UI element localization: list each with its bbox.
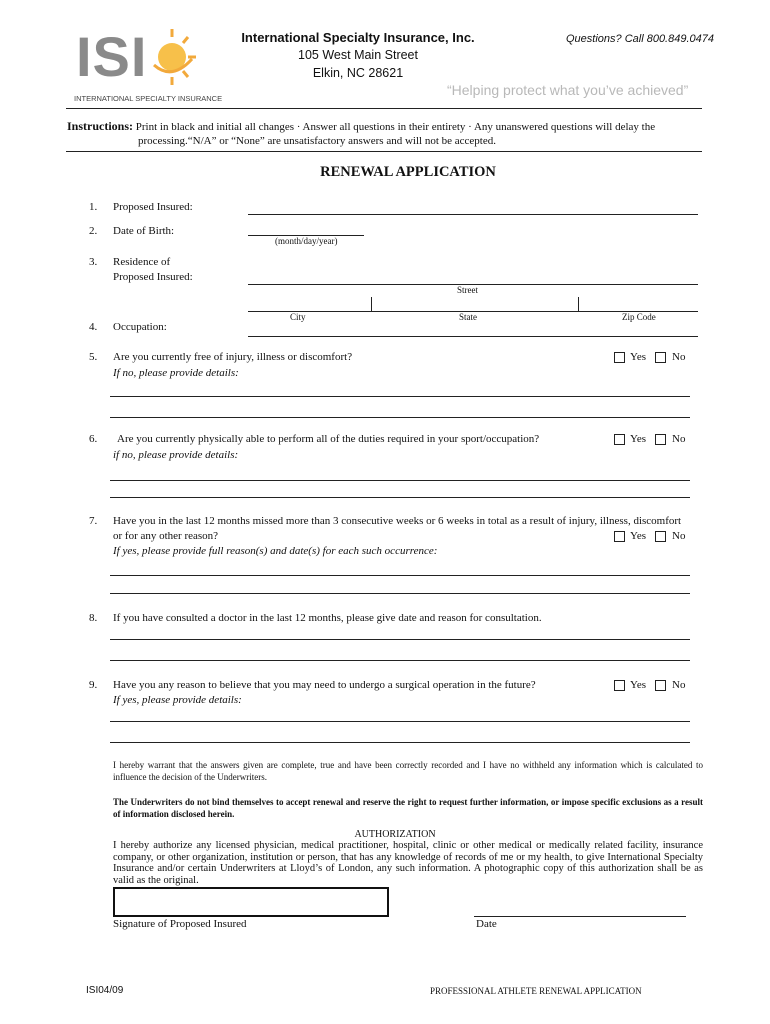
- q5-yes-label: Yes: [630, 351, 647, 363]
- q6-yes-checkbox[interactable]: [614, 434, 625, 445]
- underwriters-statement: The Underwriters do not bind themselves to accept renewal and reserve the right to request further information, or impose specific exclusions as a result of information disclosed herein.: [113, 797, 703, 819]
- q7-yes-label: Yes: [630, 530, 647, 542]
- signature-box[interactable]: [113, 887, 389, 917]
- q5-no-label: No: [672, 351, 686, 363]
- q7-label-1: Have you in the last 12 months missed more than 3 consecutive weeks or 6 weeks in total as a result of injury, illness, discomfort: [113, 515, 682, 527]
- q7-no-checkbox[interactable]: [655, 531, 666, 542]
- q7-no-label: No: [672, 530, 686, 542]
- header-divider: [66, 108, 702, 109]
- warranty-statement: I hereby warrant that the answers given are complete, true and have been correctly recorded and I have no withheld any information which is calculated to influence the decision of the Underwriters.: [113, 760, 703, 782]
- q6-no-checkbox[interactable]: [655, 434, 666, 445]
- q7-number: 7.: [89, 515, 98, 527]
- q4-number: 4.: [89, 321, 98, 333]
- city-state-divider: [371, 297, 372, 311]
- q5-yes-checkbox[interactable]: [614, 352, 625, 363]
- q9-yes-checkbox[interactable]: [614, 680, 625, 691]
- logo-text: ISI: [76, 25, 148, 88]
- q8-detail-line-2[interactable]: [110, 660, 690, 661]
- form-name: PROFESSIONAL ATHLETE RENEWAL APPLICATION: [430, 986, 642, 996]
- q8-number: 8.: [89, 612, 98, 624]
- street-label: Street: [457, 285, 478, 295]
- q9-label: Have you any reason to believe that you may need to undergo a surgical operation in the future?: [113, 679, 536, 691]
- q5-no-checkbox[interactable]: [655, 352, 666, 363]
- date-field[interactable]: [474, 916, 686, 917]
- q1-number: 1.: [89, 201, 98, 213]
- q9-detail-line-1[interactable]: [110, 721, 690, 722]
- form-title: RENEWAL APPLICATION: [320, 164, 496, 180]
- occupation-field[interactable]: [248, 336, 698, 337]
- company-address-street: 105 West Main Street: [298, 48, 418, 62]
- dob-hint: (month/day/year): [275, 236, 338, 246]
- q5-number: 5.: [89, 351, 98, 363]
- q7-yes-checkbox[interactable]: [614, 531, 625, 542]
- q9-no-checkbox[interactable]: [655, 680, 666, 691]
- q3-label-2: Proposed Insured:: [113, 271, 193, 283]
- instructions-divider: [66, 151, 702, 152]
- q6-detail-line-1[interactable]: [110, 480, 690, 481]
- q6-number: 6.: [89, 433, 98, 445]
- q7-detail-line-1[interactable]: [110, 575, 690, 576]
- q3-number: 3.: [89, 256, 98, 268]
- q5-label: Are you currently free of injury, illness or discomfort?: [113, 351, 353, 363]
- q2-number: 2.: [89, 225, 98, 237]
- q9-no-label: No: [672, 679, 686, 691]
- q8-detail-line-1[interactable]: [110, 639, 690, 640]
- q3-label-1: Residence of: [113, 256, 171, 268]
- q7-label-2: or for any other reason?: [113, 530, 219, 542]
- company-address-city: Elkin, NC 28621: [312, 66, 404, 80]
- phone-number: Questions? Call 800.849.0474: [566, 33, 714, 45]
- state-label: State: [459, 312, 477, 322]
- q6-label: Are you currently physically able to perform all of the duties required in your sport/occupation?: [117, 433, 540, 445]
- q5-detail-line-2[interactable]: [110, 417, 690, 418]
- form-code: ISI04/09: [86, 985, 124, 996]
- q5-detail-line-1[interactable]: [110, 396, 690, 397]
- q4-label: Occupation:: [113, 321, 167, 333]
- instructions-line1: Print in black and initial all changes · Answer all questions in their entirety · Any unanswered questions will delay the: [135, 121, 656, 133]
- q7-detail-prompt: If yes, please provide full reason(s) and date(s) for each such occurrence:: [113, 545, 438, 557]
- state-zip-divider: [578, 297, 579, 311]
- tagline: “Helping protect what you’ve achieved”: [447, 82, 689, 98]
- q9-detail-prompt: If yes, please provide details:: [113, 694, 242, 706]
- q9-yes-label: Yes: [630, 679, 647, 691]
- instructions-line2: processing.“N/A” or “None” are unsatisfactory answers and will not be accepted.: [138, 135, 496, 147]
- logo: [72, 25, 223, 103]
- instructions: [67, 119, 707, 148]
- company-name: International Specialty Insurance, Inc.: [241, 30, 475, 45]
- q1-label: Proposed Insured:: [113, 201, 193, 213]
- proposed-insured-field[interactable]: [248, 214, 698, 215]
- q5-detail-prompt: If no, please provide details:: [113, 367, 239, 379]
- q2-label: Date of Birth:: [113, 225, 175, 237]
- q6-detail-prompt: if no, please provide details:: [113, 449, 239, 461]
- zip-label: Zip Code: [622, 312, 656, 322]
- q7-detail-line-2[interactable]: [110, 593, 690, 594]
- q6-yes-label: Yes: [630, 433, 647, 445]
- q9-number: 9.: [89, 679, 98, 691]
- city-label: City: [290, 312, 306, 322]
- q6-detail-line-2[interactable]: [110, 497, 690, 498]
- authorization-text: I hereby authorize any licensed physician, medical practitioner, hospital, clinic or other medical or medically related facility, insurance company, or other organization, institution or person, that has any knowledge of records of me or my health, to give International Specialty Insurance and/or certain Underwriters at Lloyd’s of London, any such information. A photographic copy of this authorization shall be as valid as the original.: [113, 840, 703, 886]
- authorization-heading: AUTHORIZATION: [354, 829, 436, 840]
- q6-no-label: No: [672, 433, 686, 445]
- date-label: Date: [476, 918, 497, 930]
- q8-label: If you have consulted a doctor in the last 12 months, please give date and reason for consultation.: [113, 612, 542, 624]
- logo-caption: INTERNATIONAL SPECIALTY INSURANCE: [74, 94, 223, 103]
- q9-detail-line-2[interactable]: [110, 742, 690, 743]
- sun-icon: [152, 25, 200, 89]
- signature-label: Signature of Proposed Insured: [113, 918, 247, 930]
- instructions-label: Instructions:: [67, 119, 134, 133]
